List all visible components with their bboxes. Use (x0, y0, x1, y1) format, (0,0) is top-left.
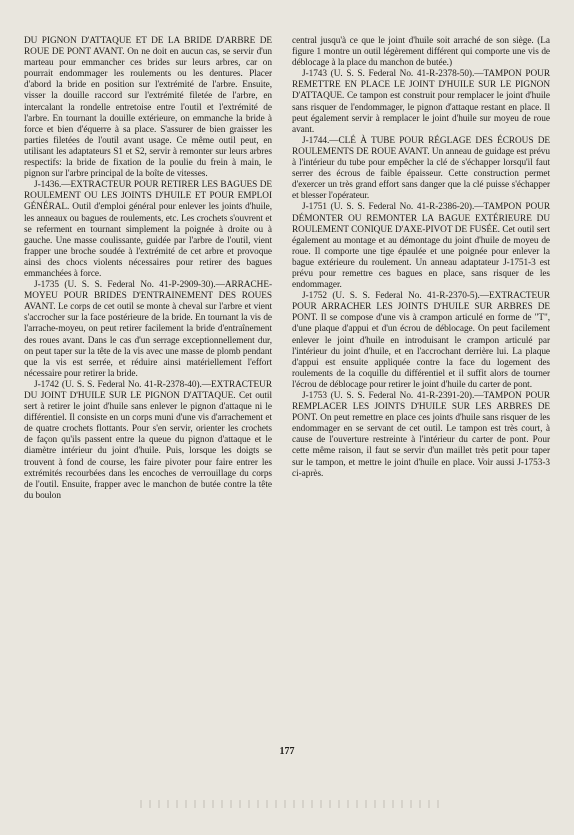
paragraph-j1743: J-1743 (U. S. S. Federal No. 41-R-2378-50).—TAMPON POUR REMETTRE EN PLACE LE JOINT D'HUILE SUR LE PIGNON D'ATTAQUE. Ce tampon est construit pour remplacer le joint d'huile sans risquer de l'endommager, le pignon d'attaque restant en place. Il peut également servir à remplacer le joint d'huile sur moyeu de roue avant. (292, 69, 550, 135)
paragraph-l1: DU PIGNON D'ATTAQUE ET DE LA BRIDE D'ARBRE DE ROUE DE PONT AVANT. On ne doit en aucun cas, se servir d'un marteau pour emmancher ces brides sur leurs arbres, car on pourrait endommager les roulements ou les dentures. Placer d'abord la bride en position sur l'extrémité de l'arbre. Ensuite, visser la douille raccord sur l'extrémité filetée de l'arbre, en intercalant la rondelle entretoise entre l'outil et l'extrémité de l'arbre. En tournant la douille extérieure, on emmanche la bride à force et bien d'équerre à sa place. S'assurer de bien graisser les parties filetées de l'outil avant usage. Ce même outil peut, en utilisant les adaptateurs S1 et S2, servir à remonter sur leurs arbres respectifs: la bride de fixation de la poulie du frein à main, le pignon sur l'arbre principal de la boîte de vitesses. (24, 36, 272, 180)
scan-smudge (140, 800, 440, 808)
left-column (24, 36, 272, 502)
paragraph-j1742: J-1742 (U. S. S. Federal No. 41-R-2378-40).—EXTRACTEUR DU JOINT D'HUILE SUR LE PIGNON D'ATTAQUE. Cet outil sert à retirer le joint d'huile sans enlever le pignon d'attaque ni le différentiel. Il consiste en un corps muni d'une vis d'arrachement et de quatre crochets flottants. Pour s'en servir, orienter les crochets de façon qu'ils passent entre la queue du pignon d'attaque et le diamètre intérieur du joint d'huile. Puis, lorsque les doigts se trouvent à fond de course, les faire pivoter pour faire entrer les extrémités recourbées dans les encoches de verrouillage du corps de l'outil. Ensuite, frapper avec le manchon de butée contre la tête du boulon (24, 379, 272, 501)
paragraph-j1735: J-1735 (U. S. S. Federal No. 41-P-2909-30).—ARRACHE-MOYEU POUR BRIDES D'ENTRAINEMENT DES ROUES AVANT. Le corps de cet outil se monte à cheval sur l'arbre et vient s'accrocher sur la face postérieure de la bride. En tournant la vis de l'arrache-moyeu, on peut retirer facilement la bride d'entraînement des roues avant. Dans le cas d'un serrage exceptionnellement dur, on peut taper sur la tête de la vis avec une masse de plomb pendant que la vis est serrée, et réduire ainsi matériellement l'effort nécessaire pour retirer la bride. (24, 280, 272, 379)
paragraph-r1: central jusqu'à ce que le joint d'huile soit arraché de son siège. (La figure 1 montre un outil légèrement différent qui comporte une vis de déblocage à la place du manchon de butée.) (292, 36, 550, 69)
paragraph-j1744: J-1744.—CLÉ À TUBE POUR RÉGLAGE DES ÉCROUS DE ROULEMENTS DE ROUE AVANT. Un anneau de guidage est prévu à l'intérieur du tube pour empêcher la clé de s'échapper lorsqu'il faut serrer des écrous de faible épaisseur. Cette construction permet d'exercer un très grand effort sans danger que la clé puisse s'échapper et blesser l'opérateur. (292, 135, 550, 202)
paragraph-j1436: J-1436.—EXTRACTEUR POUR RETIRER LES BAGUES DE ROULEMENT OU LES JOINTS D'HUILE ET POUR EMPLOI GÉNÉRAL. Outil d'emploi général pour enlever les joints d'huile, les anneaux ou bagues de roulements, etc. Les crochets s'ouvrent et se referment en tournant simplement la poignée à droite ou à gauche. Une masse coulissante, guidée par l'arbre de l'outil, vient frapper une broche soudée à l'extrémité de cet arbre et provoque ainsi des chocs violents nécessaires pour retirer des bagues emmanchées à force. (24, 180, 272, 279)
paragraph-j1752: J-1752 (U. S. S. Federal No. 41-R-2370-5).—EXTRACTEUR POUR ARRACHER LES JOINTS D'HUILE SUR ARBRES DE PONT. Il se compose d'une vis à crampon articulé en forme de "T", d'une plaque d'appui et d'un écrou de déblocage. On peut facilement enlever le joint d'huile en introduisant le crampon articulé par l'intérieur du joint d'huile, et en l'accrochant derrière lui. La plaque d'appui est ensuite appliquée contre la face du logement des roulements de la coquille du différentiel et il suffit alors de tourner l'écrou de déblocage pour retirer le joint d'huile du carter de pont. (292, 291, 550, 390)
right-column (292, 36, 550, 480)
paragraph-j1751: J-1751 (U. S. S. Federal No. 41-R-2386-20).—TAMPON POUR DÉMONTER OU REMONTER LA BAGUE EXTÉRIEURE DU ROULEMENT CONIQUE D'AXE-PIVOT DE FUSÉE. Cet outil sert également au montage et au démontage du joint d'huile de moyeu de roue. Il comporte une tige épaulée et une poignée pour enlever la bague extérieure du roulement. Un anneau adaptateur J-1751-3 est prévu pour remettre ces bagues en place, sans risquer de les endommager. (292, 202, 550, 291)
page-number: 177 (279, 746, 295, 757)
paragraph-j1753: J-1753 (U. S. S. Federal No. 41-R-2391-20).—TAMPON POUR REMPLACER LES JOINTS D'HUILE SUR LES ARBRES DE PONT. On peut remettre en place ces joints d'huile sans risquer de les endommager en se servant de cet outil. Le tampon est très court, à cause de l'ouverture restreinte à l'intérieur du carter de pont. Pour cette même raison, il faut se servir d'un maillet très petit pour taper sur le tampon, et mettre le joint d'huile en place. Voir aussi J-1753-3 ci-après. (292, 391, 550, 479)
